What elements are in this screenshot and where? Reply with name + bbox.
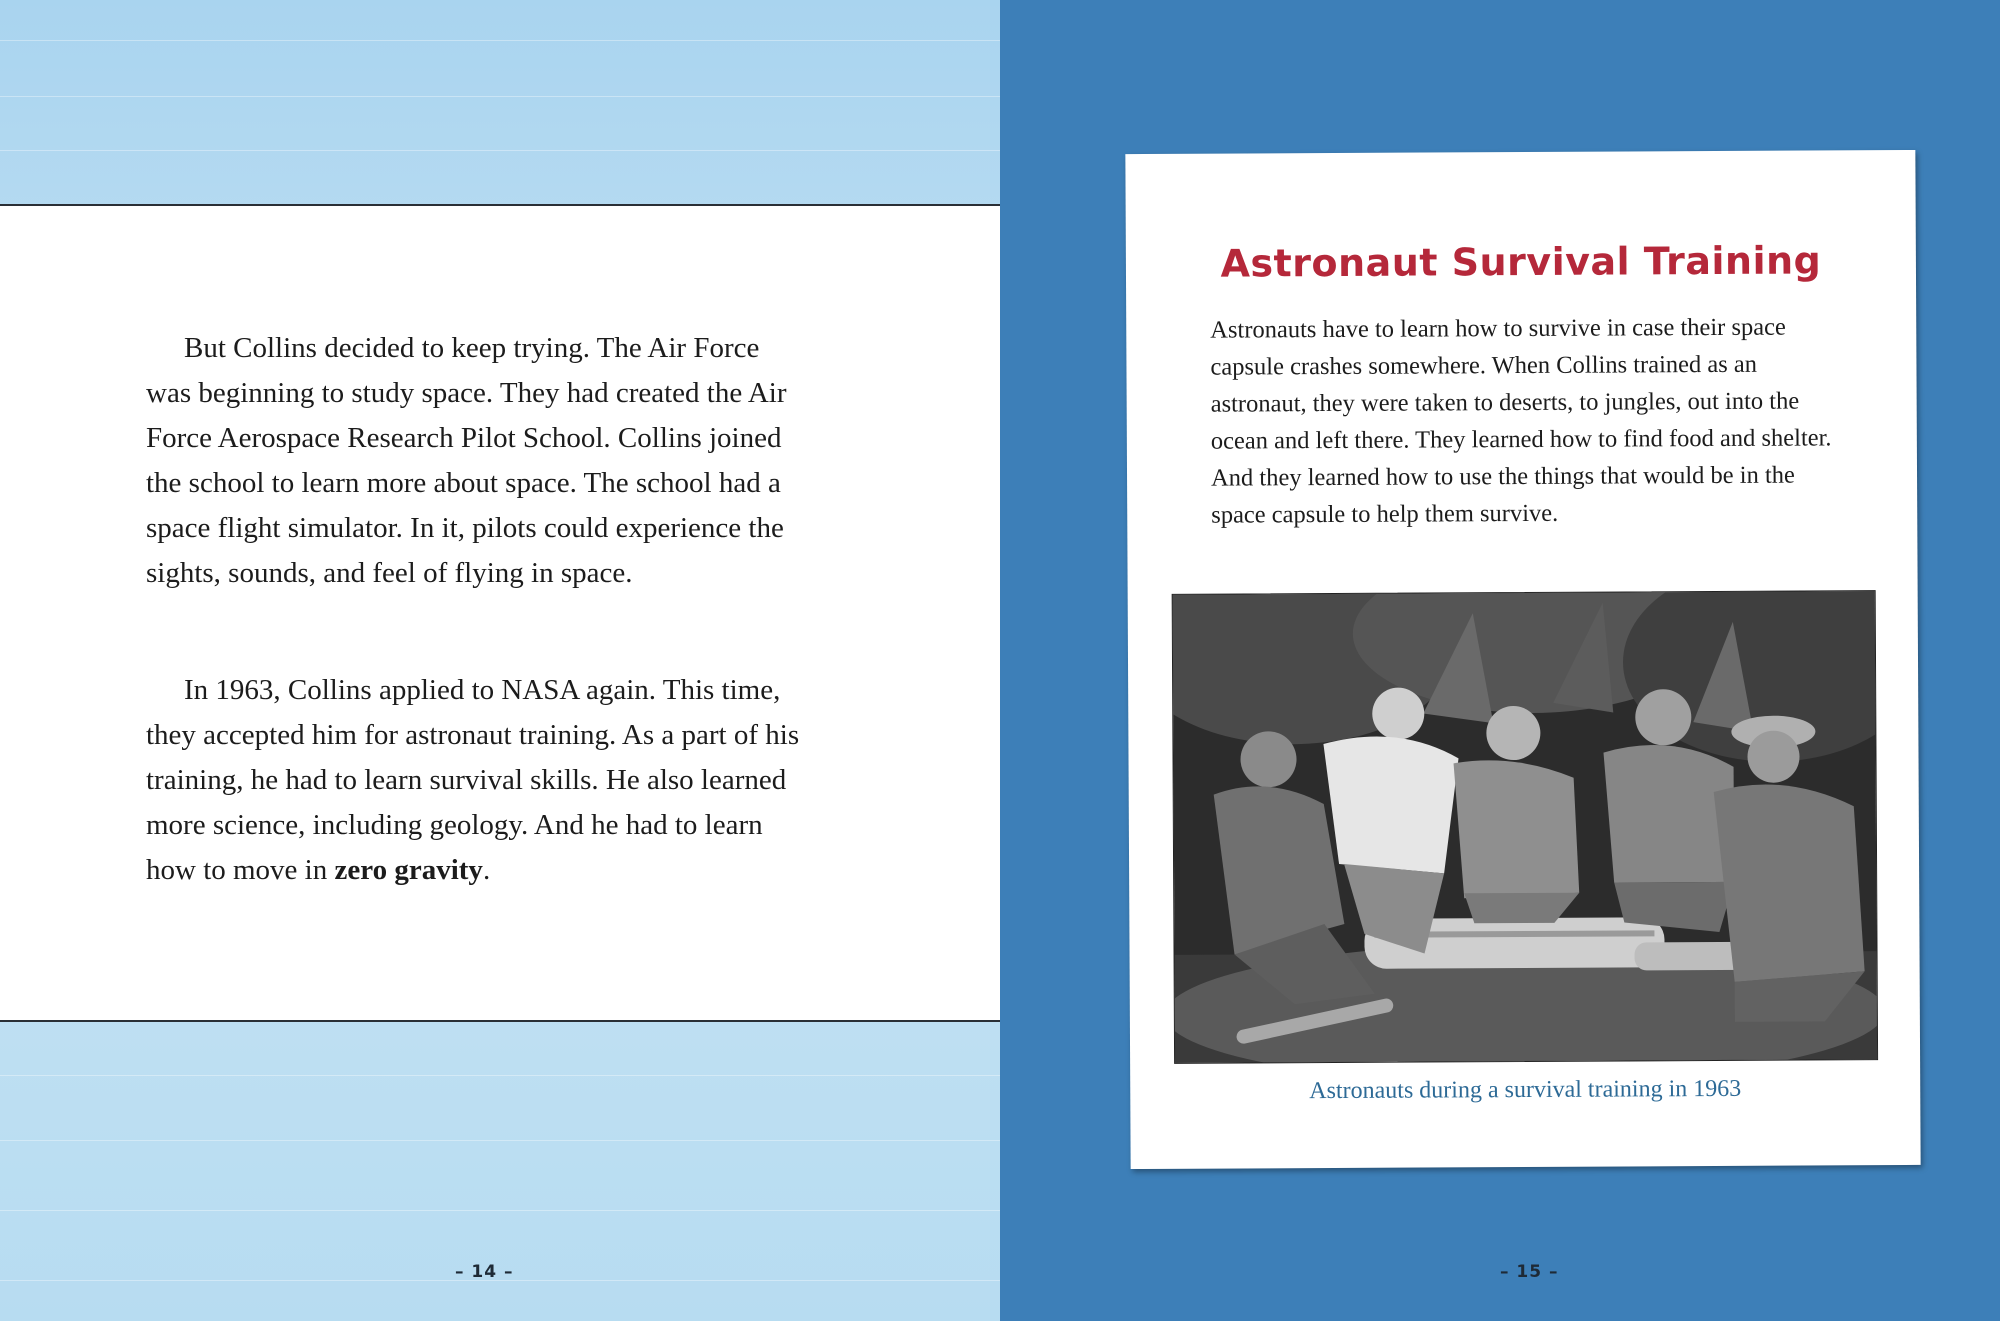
paragraph-text: But Collins decided to keep trying. The Air Force was beginning to study space. They had created the Air Force Aerospace Research Pilot School. Collins joined the school to learn more about space. The school had a space flight simulator. In it, pilots could experience the sights, sounds, and feel of flying in space.: [146, 332, 787, 589]
body-paragraph-2: [146, 668, 806, 893]
wood-grain-line: [0, 1075, 1000, 1076]
sidebar-text: Astronauts have to learn how to survive in case their space capsule crashes somewhere. When Collins trained as an astronaut, they were taken to deserts, to jungles, out into the ocean and left there. They learned how to find food and shelter. And they learned how to use the things that would be in the space capsule to help them survive.: [1210, 313, 1832, 529]
wood-grain-line: [0, 40, 1000, 41]
right-page: [1000, 0, 2000, 1321]
paragraph-text: [146, 668, 806, 893]
page-number-left: – 14 –: [455, 1262, 514, 1282]
photo-caption: Astronauts during a survival training in 1963: [1309, 1075, 1742, 1105]
sidebar-title: Astronaut Survival Training: [1220, 238, 1822, 286]
wood-grain-line: [0, 96, 1000, 97]
sidebar-card: [1125, 150, 1920, 1169]
photo-illustration: [1173, 591, 1877, 1063]
wood-grain-line: [0, 150, 1000, 151]
wood-grain-line: [0, 1210, 1000, 1211]
survival-training-photo: [1172, 590, 1878, 1064]
body-paragraph-1: [146, 326, 806, 596]
wood-grain-line: [0, 1140, 1000, 1141]
paragraph-2-text: In 1963, Collins applied to NASA again. This time, they accepted him for astronaut training. As a part of his training, he had to learn survival skills. He also learned more science, including geology. And he had to learn how to move in: [146, 674, 800, 886]
glossary-term[interactable]: zero gravity: [334, 854, 483, 886]
page-number-right: – 15 –: [1500, 1262, 1559, 1282]
paragraph-2-end: .: [482, 854, 491, 886]
